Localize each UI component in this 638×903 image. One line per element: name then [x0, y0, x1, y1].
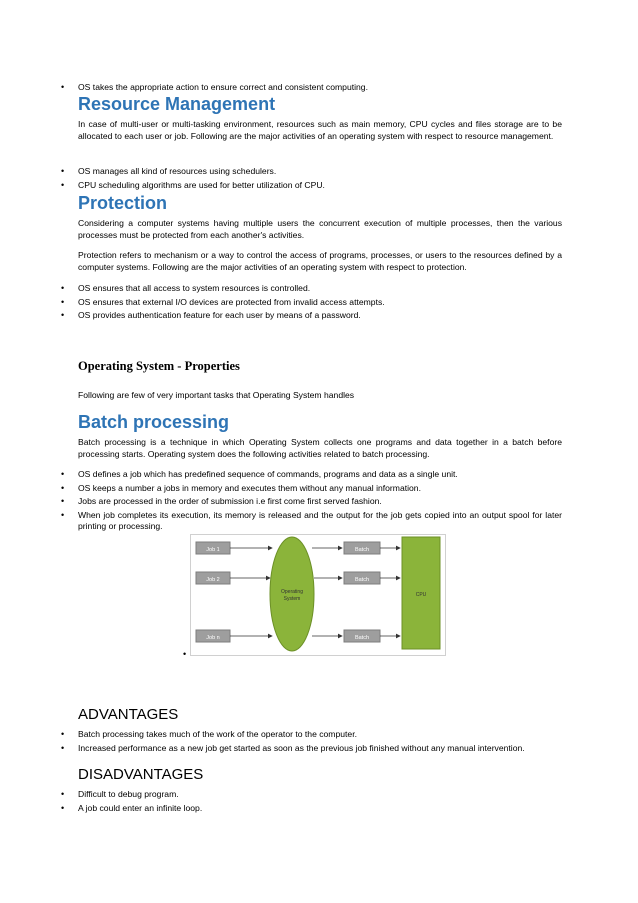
diagram-svg — [190, 534, 446, 656]
batch-processing-diagram — [190, 534, 446, 656]
list-item: • Batch processing takes much of the work of the operator to the computer. — [61, 729, 357, 739]
job-1-label: Job 1 — [206, 547, 220, 553]
disadvantages-heading: DISADVANTAGES — [78, 766, 204, 783]
os-label-line1: Operating — [281, 589, 303, 595]
job-2-label: Job 2 — [206, 577, 220, 583]
list-item: • Difficult to debug program. — [61, 789, 179, 799]
list-item: • OS provides authentication feature for each user by means of a password. — [61, 310, 361, 321]
advantages-bullet-list — [0, 729, 562, 756]
advantages-heading: ADVANTAGES — [78, 706, 179, 723]
resource-management-paragraph: In case of multi-user or multi-tasking environment, resources such as main memory, CPU cycles and files storage are to be allocated to each user or job. Following are the major activities of an operating system with respect to resource management. — [78, 119, 562, 142]
batch-label-3: Batch — [354, 635, 370, 641]
protection-paragraph-1: Considering a computer systems having multiple users the concurrent execution of multiple processes, then the various processes must be protected from each another's activities. — [78, 218, 562, 241]
list-item: • Jobs are processed in the order of submission i.e first come first served fashion. — [61, 496, 382, 507]
list-item: • Increased performance as a new job get started as soon as the previous job finished without any manual intervention. — [61, 742, 525, 753]
list-item: • OS keeps a number a jobs in memory and executes them without any manual information. — [61, 482, 421, 493]
resource-management-heading: Resource Management — [78, 94, 276, 114]
figure-bullet-dot: • — [183, 649, 187, 659]
resource-bullet-list — [0, 166, 562, 193]
list-item: • CPU scheduling algorithms are used for better utilization of CPU. — [61, 179, 325, 190]
list-item: • When job completes its execution, its memory is released and the output for the job gets copied into an output spool for later printing or processing. — [61, 509, 562, 532]
list-item: • OS takes the appropriate action to ensure correct and consistent computing. — [61, 82, 368, 92]
protection-bullet-list — [0, 283, 562, 324]
batch-processing-paragraph: Batch processing is a technique in which Operating System collects one programs and data together in a batch before processing starts. Operating system does the following activities related to batch processing. — [78, 437, 562, 460]
batch-label-1: Batch — [354, 547, 370, 553]
protection-heading: Protection — [78, 193, 168, 213]
batch-processing-heading: Batch processing — [78, 412, 230, 432]
job-n-label: Job n — [206, 635, 220, 641]
list-item: • OS ensures that all access to system resources is controlled. — [61, 283, 311, 293]
list-item: • OS ensures that external I/O devices are protected from invalid access attempts. — [61, 296, 385, 307]
list-item: • A job could enter an infinite loop. — [61, 802, 203, 813]
properties-heading: Operating System - Properties — [78, 359, 240, 373]
list-item: • OS defines a job which has predefined sequence of commands, programs and data as a single unit. — [61, 469, 458, 479]
cpu-label: CPU — [415, 592, 427, 598]
batch-bullet-list — [0, 469, 562, 535]
protection-paragraph-2: Protection refers to mechanism or a way to control the access of programs, processes, or users to the resources defined by a computer systems. Following are the major activities of an operating system with respect to protection. — [78, 250, 562, 273]
os-label-line2: System — [283, 596, 301, 602]
batch-label-2: Batch — [354, 577, 370, 583]
disadvantages-bullet-list — [0, 789, 562, 816]
list-item: • OS manages all kind of resources using schedulers. — [61, 166, 277, 176]
properties-intro: Following are few of very important tasks that Operating System handles — [78, 390, 355, 400]
